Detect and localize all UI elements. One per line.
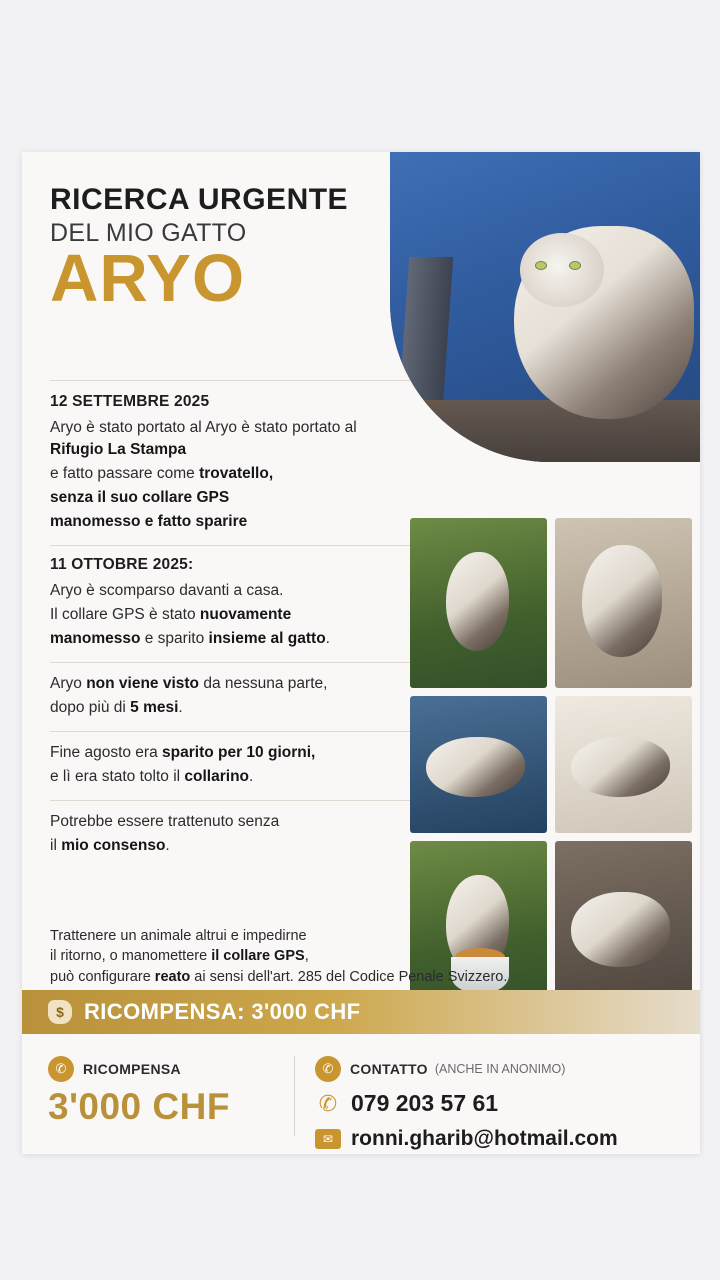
note-august [50, 742, 410, 788]
legal-notice [50, 926, 680, 987]
note-line: e lì era stato tolto il collarino. [50, 768, 254, 785]
section-date: 11 OTTOBRE 2025: [50, 556, 194, 573]
divider [50, 800, 410, 801]
cat-name: ARYO [50, 240, 246, 316]
title-block [50, 183, 390, 316]
section-line: Il collare GPS è stato nuovamente [50, 606, 292, 623]
section-line: manomesso e fatto sparire [50, 513, 248, 530]
contact-label: CONTATTO [350, 1061, 428, 1077]
cat-shape [426, 737, 525, 797]
contact-note: (ANCHE IN ANONIMO) [434, 1062, 566, 1076]
note-not-seen [50, 673, 410, 719]
poster-footer [22, 1042, 700, 1154]
cat-shape [571, 737, 670, 797]
phone-icon: ✆ [48, 1056, 74, 1082]
photo-cat-on-blanket [410, 696, 547, 833]
footer-divider [294, 1056, 295, 1136]
photo-grid-row [410, 518, 692, 688]
footer-reward-block [22, 1042, 294, 1154]
email-row[interactable] [315, 1127, 700, 1151]
section-line: Aryo è stato portato al Aryo è stato portato al Rifugio La Stampa [50, 419, 357, 458]
phone-row[interactable] [315, 1090, 700, 1117]
divider [50, 662, 410, 663]
footer-contact-block [303, 1042, 700, 1154]
section-line: Aryo è scomparso davanti a casa. [50, 582, 284, 599]
poster-body [22, 370, 700, 985]
note-line: Aryo non viene visto da nessuna parte, [50, 675, 328, 692]
photo-cat-looking-up [555, 518, 692, 688]
note-line: dopo più di 5 mesi. [50, 699, 183, 716]
note-line: Potrebbe essere trattenuto senza [50, 813, 280, 830]
cat-eye-right [569, 261, 581, 270]
note-consent [50, 811, 410, 857]
section-line: senza il suo collare GPS [50, 489, 230, 506]
phone-icon: ✆ [315, 1056, 341, 1082]
cat-face-shape [520, 233, 604, 307]
money-bag-icon: $ [48, 1000, 72, 1024]
divider [50, 731, 410, 732]
photo-cat-lying-on-bed [555, 696, 692, 833]
photo-cat-under-table [410, 518, 547, 688]
legal-line: può configurare reato ai sensi dell'art. 285 del Codice Penale Svizzero. [50, 968, 508, 985]
legal-line: il ritorno, o manomettere il collare GPS, [50, 948, 309, 965]
photo-grid-row [410, 696, 692, 833]
cat-shape [446, 552, 509, 651]
poster-header [22, 152, 700, 370]
section-line: e fatto passare come trovatello, [50, 465, 274, 482]
reward-label: RICOMPENSA [83, 1061, 181, 1077]
contact-label-row [315, 1056, 700, 1082]
email-address[interactable]: ronni.gharib@hotmail.com [351, 1127, 618, 1150]
phone-number[interactable]: 079 203 57 61 [351, 1090, 499, 1116]
reward-amount: 3'000 CHF [48, 1086, 230, 1127]
divider [50, 380, 410, 381]
note-line: Fine agosto era sparito per 10 giorni, [50, 744, 316, 761]
poster-title-line2: DEL MIO GATTO [50, 218, 247, 247]
reward-label-row [48, 1056, 294, 1082]
note-line: il mio consenso. [50, 837, 170, 854]
reward-banner-text: RICOMPENSA: 3'000 CHF [84, 999, 361, 1024]
divider [50, 545, 410, 546]
cat-shape [582, 545, 661, 657]
phone-icon: ✆ [318, 1090, 338, 1116]
section-september [50, 393, 410, 533]
section-date: 12 SETTEMBRE 2025 [50, 393, 210, 410]
section-line: manomesso e sparito insieme al gatto. [50, 630, 330, 647]
envelope-icon: ✉ [315, 1129, 341, 1149]
legal-line: Trattenere un animale altrui e impedirne [50, 928, 307, 944]
poster-title-line1: RICERCA URGENTE [50, 183, 349, 216]
section-october [50, 556, 410, 650]
poster-text-column [50, 370, 410, 859]
lost-cat-poster [22, 152, 700, 1154]
reward-banner [22, 990, 700, 1034]
cat-eye-left [535, 261, 547, 270]
